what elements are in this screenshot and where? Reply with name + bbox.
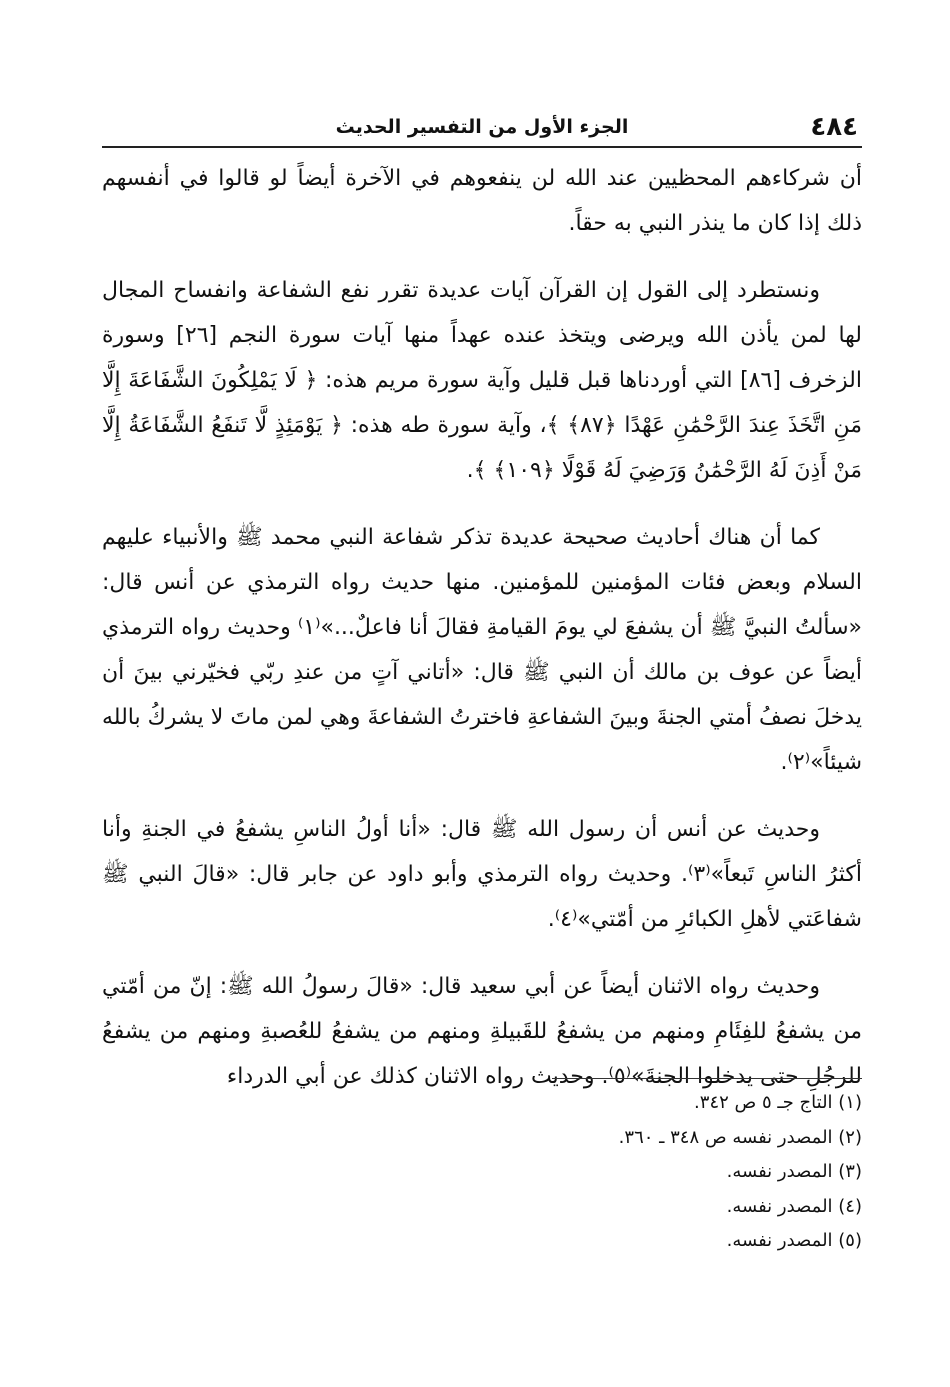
running-title: الجزء الأول من التفسير الحديث (335, 116, 629, 138)
footnote: (٢) المصدر نفسه ص ٣٤٨ ـ ٣٦٠. (618, 1126, 862, 1148)
page-number: ٤٨٤ (810, 112, 858, 142)
paragraph: وحديث عن أنس أن رسول الله ﷺ قال: «أنا أولُ الناسِ يشفعُ في الجنةِ وأنا أكثرُ الناسِ تَبعاً»⁽٣⁾. وحديث رواه الترمذي وأبو داود عن جابر قال: «قالَ النبي ﷺ شفاعَتي لأهلِ الكبائرِ من أمّتي»⁽٤⁾. (102, 817, 862, 932)
footnote-divider (552, 1078, 862, 1079)
footnote: (٤) المصدر نفسه. (726, 1195, 862, 1217)
paragraph: ونستطرد إلى القول إن القرآن آيات عديدة تقرر نفع الشفاعة وانفساح المجال لها لمن يأذن الله ويرضى ويتخذ عنده عهداً منها آيات سورة النجم [٢٦] وسورة الزخرف [٨٦] التي أوردناها قبل قليل وآية سورة مريم هذه: ﴿ لَا يَمْلِكُونَ الشَّفَاعَةَ إِلَّا مَنِ اتَّخَذَ عِندَ الرَّحْمَٰنِ عَهْدًا ﴿٨٧﴾ ﴾، وآية سورة طه هذه: ﴿ يَوْمَئِذٍ لَّا تَنفَعُ الشَّفَاعَةُ إِلَّا مَنْ أَذِنَ لَهُ الرَّحْمَٰنُ وَرَضِيَ لَهُ قَوْلًا ﴿١٠٩﴾ ﴾. (102, 278, 862, 483)
footnotes (362, 1086, 862, 1259)
paragraph: أن شركاءهم المحظيين عند الله لن ينفعوهم في الآخرة أيضاً لو قالوا في أنفسهم ذلك إذا كان ما ينذر النبي به حقاً. (102, 166, 862, 236)
paragraph: وحديث رواه الاثنان أيضاً عن أبي سعيد قال: «قالَ رسولُ الله ﷺ: إنّ من أمّتي من يشفعُ للفِئَامِ ومنهم من يشفعُ للقَبيلةِ ومنهم من يشفعُ للعُصبةِ ومنهم من يشفعُ للرجُلِ حتى يدخلوا الجنةَ»⁽٥⁾. وحديث رواه الاثنان كذلك عن أبي الدرداء (102, 974, 862, 1089)
footnote: (١) التاج جـ ٥ ص ٣٤٢. (694, 1092, 862, 1113)
paragraph: كما أن هناك أحاديث صحيحة عديدة تذكر شفاعة النبي محمد ﷺ والأنبياء عليهم السلام وبعض فئات المؤمنين للمؤمنين. منها حديث رواه الترمذي عن أنس قال: «سألتُ النبيَّ ﷺ أن يشفعَ لي يومَ القيامةِ فقالَ أنا فاعلٌ...»⁽١⁾ وحديث رواه الترمذي أيضاً عن عوف بن مالك أن النبي ﷺ قال: «أتاني آتٍ من عندِ ربّي فخيّرني بينَ أن يدخلَ نصفُ أمتي الجنةَ وبينَ الشفاعةِ فاخترتُ الشفاعةَ وهي لمن ماتَ لا يشركُ بالله شيئاً»⁽٢⁾. (102, 525, 862, 775)
main-text (102, 156, 862, 1121)
footnote: (٥) المصدر نفسه. (726, 1230, 862, 1251)
footnote: (٣) المصدر نفسه. (726, 1161, 862, 1182)
page-header (102, 112, 862, 148)
